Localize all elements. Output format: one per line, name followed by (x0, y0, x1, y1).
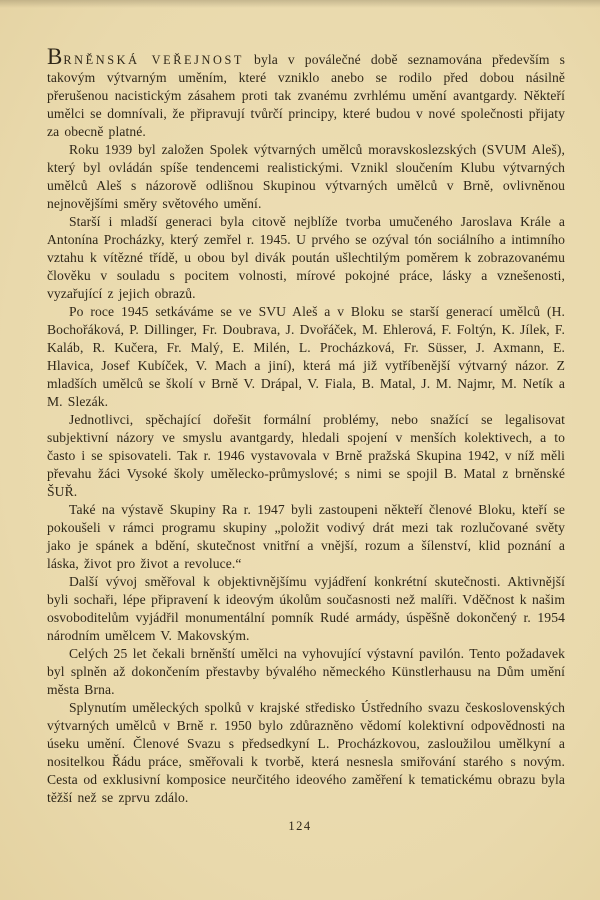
paragraph-lede (47, 45, 565, 141)
paragraph: Starší i mladší generaci byla citově nejblíže tvorba umučeného Jaroslava Krále a Antonína Procházky, který zemřel r. 1945. U prvého se ozýval tón sociálního a intimního vztahu k vítězné třídě, u obou byl divák poután ušlechtilým poměrem k zobrazovanému člověku v souladu s pocitem volnosti, mírové pokojné práce, lásky a vznešenosti, vyzařující z jejich obrazů. (47, 214, 565, 301)
lede-smallcaps: RNĚNSKÁ VEŘEJNOST (63, 53, 245, 67)
paragraph: Po roce 1945 setkáváme se ve SVU Aleš a v Bloku se starší generací umělců (H. Bochořáková, P. Dillinger, Fr. Doubrava, J. Dvořáček, M. Ehlerová, F. Foltýn, K. Jílek, F. Kaláb, R. Kučera, Fr. Malý, E. Milén, L. Procházková, Fr. Süsser, J. Axmann, E. Hlavica, Josef Kubíček, V. Mach a jiní), která má již vytříbenější výtvarný názor. Z mladších umělců se školí v Brně V. Drápal, V. Fiala, B. Matal, J. M. Najmr, M. Netík a M. Slezák. (47, 304, 565, 409)
paragraph: Také na výstavě Skupiny Ra r. 1947 byli zastoupeni někteří členové Bloku, kteří se pokoušeli v rámci programu skupiny „položit vodivý drát mezi tak rozlučované světy jako je spánek a bdění, skutečnost vnitřní a vnější, rozum a šílenství, klid poznání a láska, život pro život a revoluce.“ (47, 502, 565, 571)
paragraph: Roku 1939 byl založen Spolek výtvarných umělců moravskoslezských (SVUM Aleš), který byl ovládán spíše tendencemi realistickými. Vznikl sloučením Klubu výtvarných umělců Aleš s názorově odlišnou Skupinou výtvarných umělců v Brně, ovlivněnou nejnovějšími směry světového umění. (47, 142, 565, 211)
lede-initial: B (47, 44, 64, 69)
paragraph: Splynutím uměleckých spolků v krajské středisko Ústředního svazu československých výtvarných umělců v Brně r. 1950 bylo zdůrazněno vědomí kolektivní odpovědnosti na úseku umění. Členové Svazu s předsedkyní L. Procházkovou, zasloužilou umělkyní a nositelkou Řádu práce, směřovali k tvorbě, která nesnesla smiřování starého s novým. Cesta od exklusivní komposice neurčitého ideového zaměření k tematickému obrazu byla těžší než se zprvu zdálo. (47, 700, 565, 805)
text-block (47, 45, 565, 807)
paragraph: Další vývoj směřoval k objektivnějšímu vyjádření konkrétní skutečnosti. Aktivnější byli sochaři, lépe připravení k ideovým úkolům současnosti než malíři. Vděčnost k našim osvoboditelům vyjádřil monumentální pomník Rudé armády, úspěšně dokončený r. 1954 národním umělcem V. Makovským. (47, 574, 565, 643)
paragraph: Jednotlivci, spěchající dořešit formální problémy, nebo snažící se legalisovat subjektivní názory ve smyslu avantgardy, hledali spojení v menších kolektivech, a to často i se spisovateli. Tak r. 1946 vystavovala v Brně pražská Skupina 1942, v níž měli převahu žáci Vysoké školy umělecko-průmyslové; s nimi se spojil B. Matal z brněnské ŠUŘ. (47, 412, 565, 499)
lede-text: byla v poválečné době seznamována především s takovým výtvarným uměním, které vzniklo anebo se rodilo před dobou násilně přerušenou nacistickým zásahem proti tak zvanému zvrhlému umění avantgardy. Někteří umělci se domnívali, že připravují tvůrčí principy, které budou v nové společnosti přijaty za obecně platné. (47, 52, 565, 139)
paragraph: Celých 25 let čekali brněnští umělci na vyhovující výstavní pavilón. Tento požadavek byl splněn až dokončením přestavby bývalého německého Künstlerhausu na Dům umění města Brna. (47, 646, 565, 697)
page-number: 124 (288, 819, 312, 833)
